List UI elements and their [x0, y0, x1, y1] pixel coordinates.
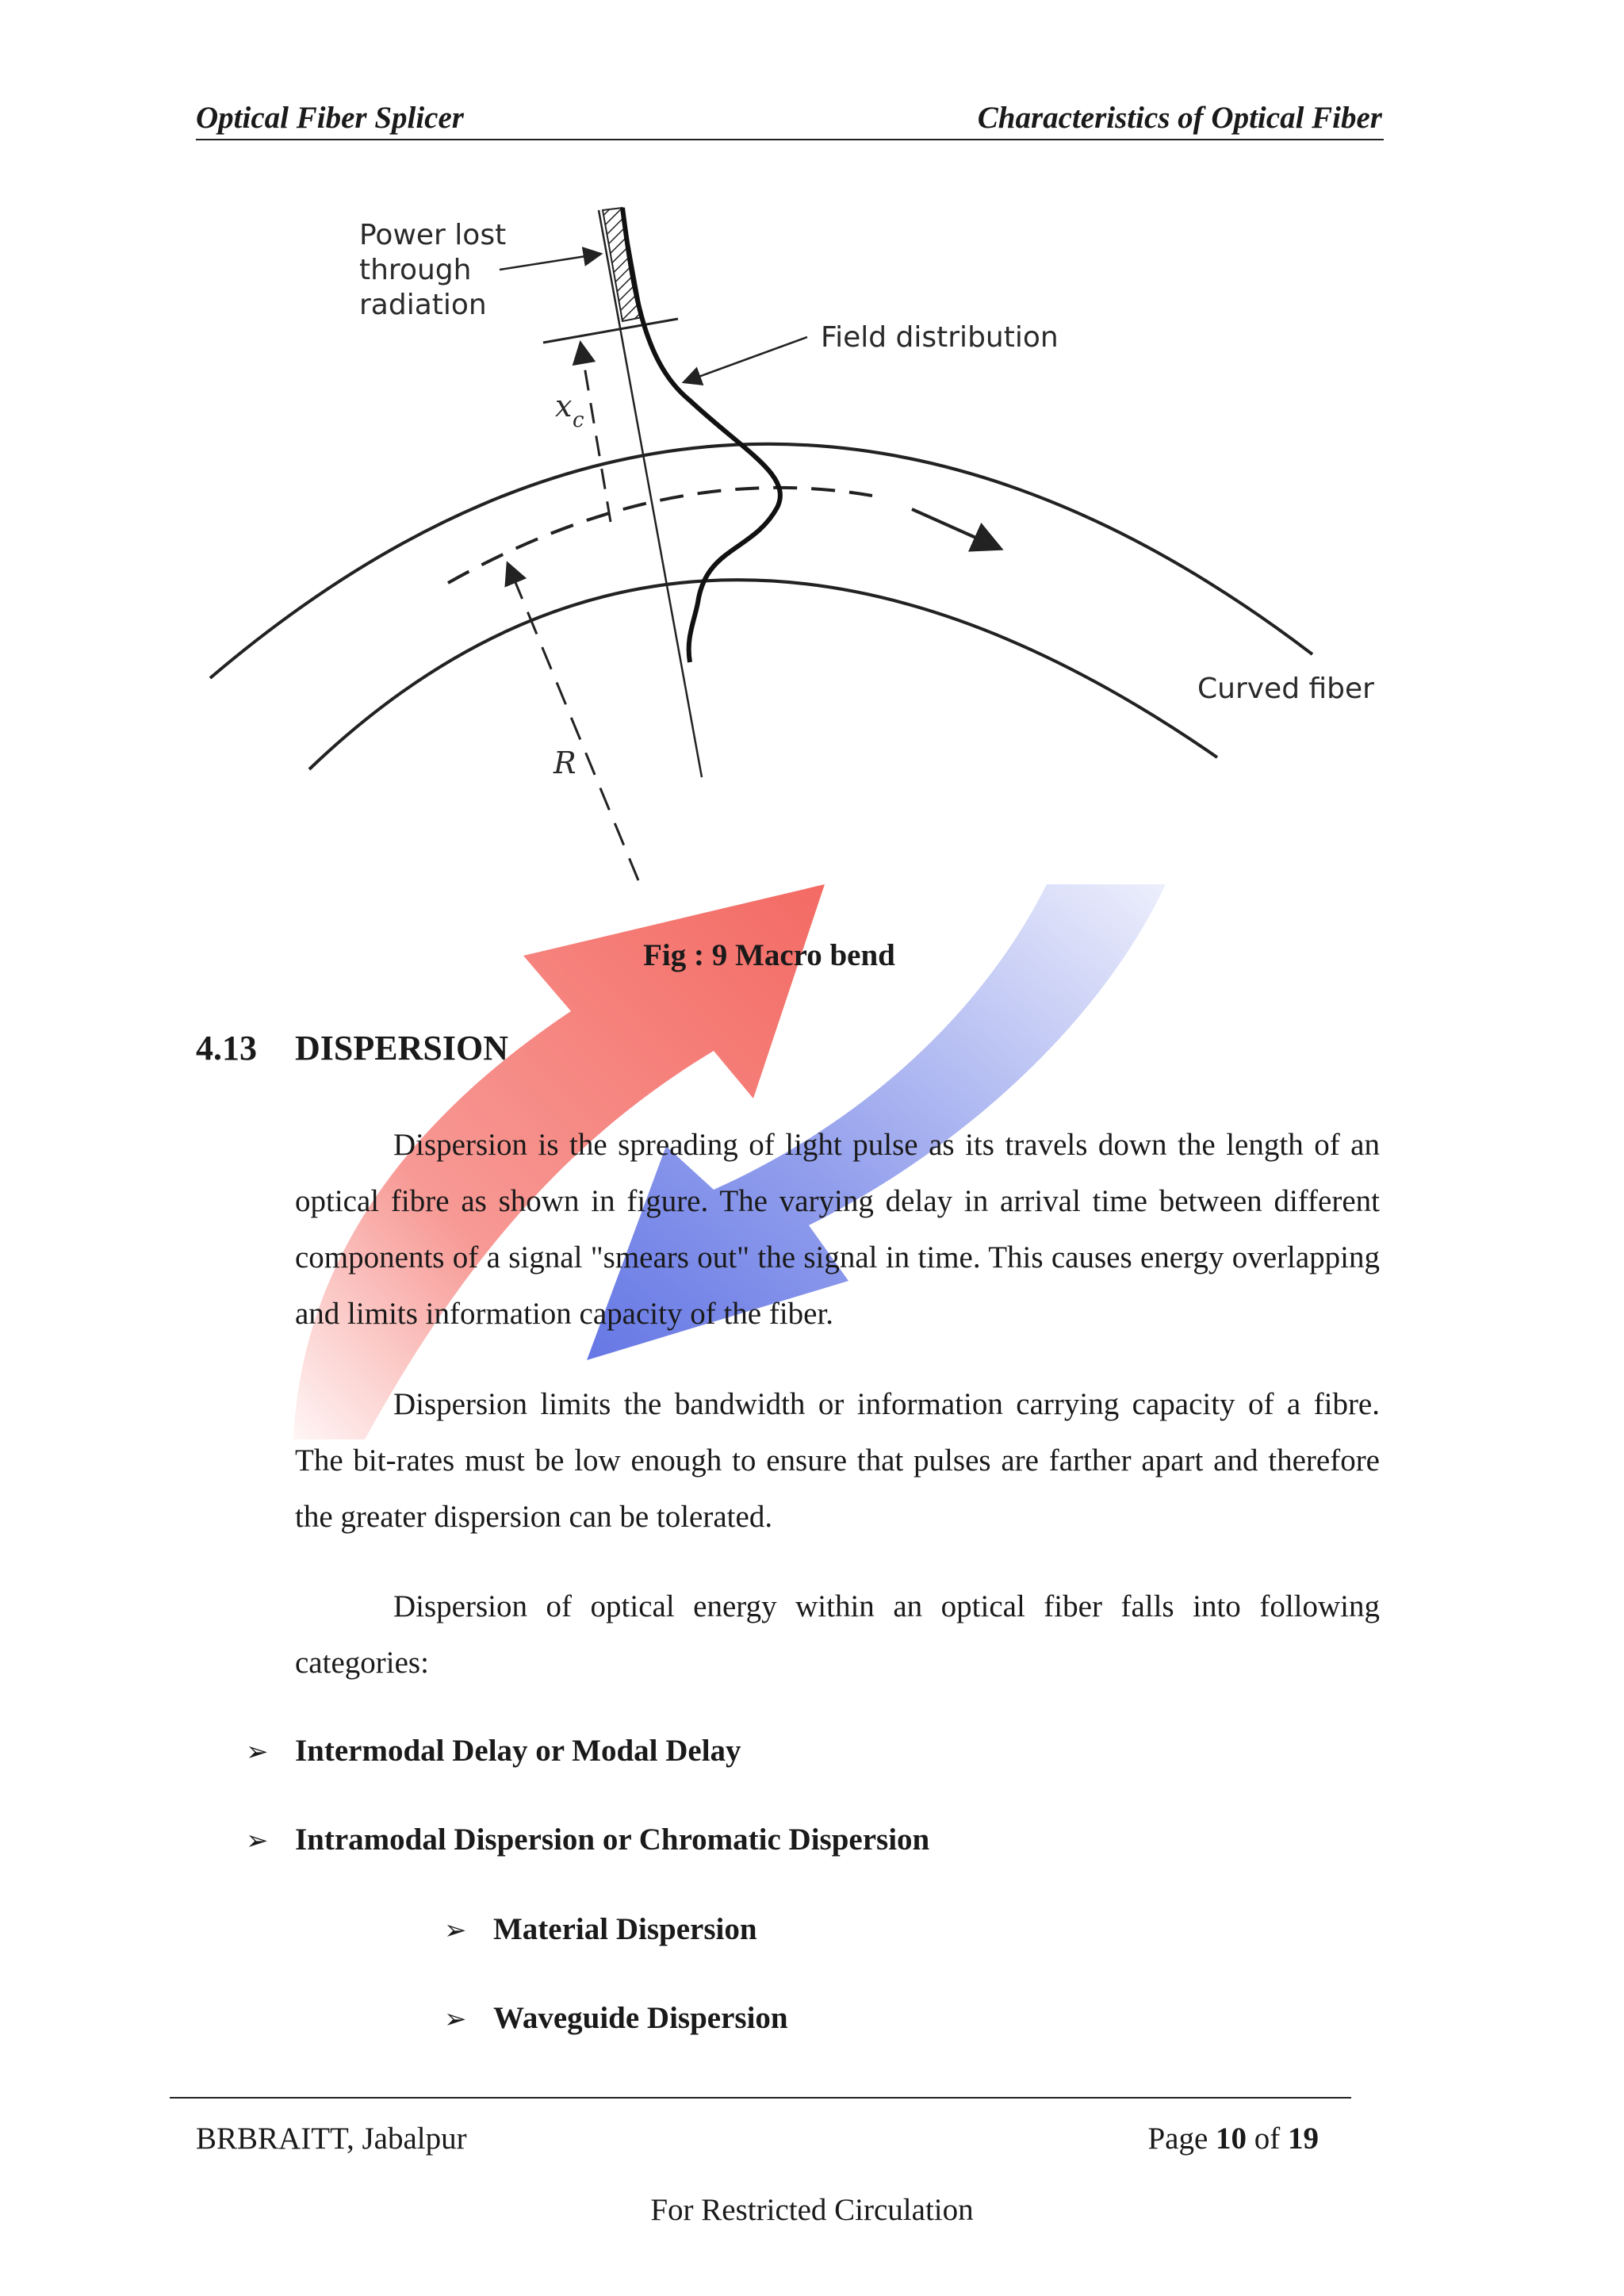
header-left-title: Optical Fiber Splicer: [196, 101, 464, 135]
radius-dashed-line: [508, 563, 638, 880]
label-field-distribution: Field distribution: [821, 321, 1059, 354]
label-power-lost-line3: radiation: [359, 289, 487, 321]
label-xc-subscript: c: [573, 408, 584, 432]
paragraph-3: Dispersion of optical energy within an optical fiber falls into following categories:: [295, 1589, 1380, 1680]
paragraph-2: Dispersion limits the bandwidth or information carrying capacity of a fibre. The bit-rates must be low enough to ensure that pulses are farther apart and therefore the greater dispersion can be tolerated.: [295, 1387, 1380, 1534]
xc-dashed-line: [580, 343, 611, 522]
label-power-lost-line1: Power lost: [359, 219, 507, 251]
label-xc: x: [555, 389, 573, 424]
label-curved-fiber: Curved fiber: [1197, 673, 1374, 705]
section-number: 4.13: [196, 1029, 257, 1068]
list-item: [444, 2000, 788, 2036]
label-radius: R: [553, 746, 576, 780]
field-distribution-curve: [622, 208, 780, 662]
figure-caption: Fig : 9 Macro bend: [643, 938, 895, 972]
fiber-outer-edge: [210, 444, 1312, 678]
bullet-arrow-icon: ➢: [444, 2003, 467, 2035]
list-item: [444, 1911, 757, 1947]
axis-direction-arrow: [912, 509, 1001, 549]
bullet-arrow-icon: ➢: [246, 1825, 269, 1857]
bullet-text: Intramodal Dispersion or Chromatic Dispersion: [295, 1823, 930, 1857]
field-axis-line: [599, 210, 702, 777]
footer-rule: [170, 2097, 1351, 2099]
fiber-axis-dashed: [448, 488, 872, 583]
bullet-text: Material Dispersion: [493, 1912, 757, 1946]
header-rule: [196, 139, 1384, 140]
fiber-inner-edge: [309, 580, 1217, 769]
label-power-lost-line2: through: [359, 254, 472, 286]
bullet-text: Intermodal Delay or Modal Delay: [295, 1734, 741, 1768]
xc-tick-line: [543, 319, 678, 343]
power-lost-pointer: [500, 254, 601, 270]
footer-page-number: [1147, 2121, 1319, 2156]
page-prefix: Page: [1147, 2122, 1208, 2156]
page-current: 10: [1216, 2122, 1247, 2156]
field-distribution-pointer: [684, 337, 807, 382]
bullet-text: Waveguide Dispersion: [493, 2001, 788, 2035]
page-of: of: [1254, 2122, 1281, 2156]
bullet-arrow-icon: ➢: [444, 1915, 467, 1946]
macro-bend-figure: [190, 190, 1396, 904]
bullet-arrow-icon: ➢: [246, 1736, 269, 1768]
footer-notice: For Restricted Circulation: [650, 2193, 974, 2227]
footer-institution: BRBRAITT, Jabalpur: [196, 2122, 467, 2156]
header-right-title: Characteristics of Optical Fiber: [977, 101, 1382, 135]
section-heading: [196, 1028, 508, 1068]
section-title: DISPERSION: [295, 1029, 508, 1068]
list-item: [246, 1733, 741, 1769]
page-total: 19: [1288, 2122, 1319, 2156]
paragraph-1: Dispersion is the spreading of light pulse as its travels down the length of an optical fibre as shown in figure. The varying delay in arrival time between different components of a signal "smears out" the signal in time. This causes energy overlapping and limits information capacity of the fiber.: [295, 1128, 1380, 1331]
list-item: [246, 1822, 929, 1857]
